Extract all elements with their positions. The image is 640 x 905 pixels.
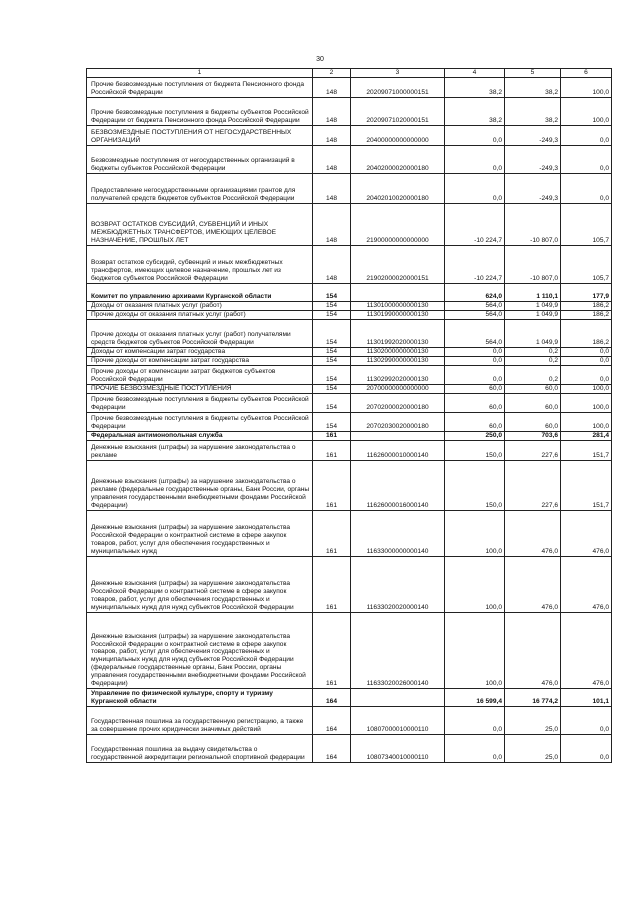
row-plan-cell: 0,0 xyxy=(445,357,505,366)
row-name-cell: Федеральная антимонопольная служба xyxy=(87,432,313,441)
row-name-cell: Возврат остатков субсидий, субвенций и иных межбюджетных трансфертов, имеющих целевое назначение, прошлых лет из бюджетов субъектов Российской Федерации xyxy=(87,246,313,284)
row-fact-cell: -249,3 xyxy=(505,126,561,146)
row-plan-cell: -10 224,7 xyxy=(445,204,505,246)
row-name-cell: Управление по физической культуре, спорту и туризму Курганской области xyxy=(87,689,313,707)
row-plan-cell: 0,0 xyxy=(445,174,505,204)
row-fact-cell: 60,0 xyxy=(505,394,561,413)
row-admin-cell: 161 xyxy=(313,441,351,461)
row-admin-cell: 161 xyxy=(313,557,351,613)
row-code-cell: 11626000016000140 xyxy=(351,461,445,511)
row-admin-cell: 161 xyxy=(313,511,351,557)
row-plan-cell: 60,0 xyxy=(445,394,505,413)
row-fact-cell: 476,0 xyxy=(505,557,561,613)
row-percent-cell: 0,0 xyxy=(561,348,612,357)
row-name-cell: Государственная пошлина за государственную регистрацию, а также за совершение прочих юридически значимых действий xyxy=(87,707,313,735)
row-code-cell: 11302000000000130 xyxy=(351,348,445,357)
row-code-cell: 20702030020000180 xyxy=(351,413,445,432)
row-admin-cell: 154 xyxy=(313,284,351,302)
row-code-cell: 10807340010000110 xyxy=(351,735,445,763)
table-row xyxy=(87,146,612,174)
row-name-cell: Прочие доходы от оказания платных услуг (работ) получателями средств бюджетов субъектов Российской Федерации xyxy=(87,320,313,348)
row-name-cell: БЕЗВОЗМЕЗДНЫЕ ПОСТУПЛЕНИЯ ОТ НЕГОСУДАРСТВЕННЫХ ОРГАНИЗАЦИЙ xyxy=(87,126,313,146)
row-percent-cell: 476,0 xyxy=(561,557,612,613)
table-row xyxy=(87,689,612,707)
row-plan-cell: 250,0 xyxy=(445,432,505,441)
row-plan-cell: 0,0 xyxy=(445,126,505,146)
row-admin-cell: 154 xyxy=(313,385,351,394)
row-name-cell: Комитет по управлению архивами Курганской области xyxy=(87,284,313,302)
row-percent-cell: 0,0 xyxy=(561,174,612,204)
table-row xyxy=(87,735,612,763)
table-row xyxy=(87,246,612,284)
row-fact-cell: -249,3 xyxy=(505,146,561,174)
row-admin-cell: 161 xyxy=(313,432,351,441)
row-name-cell: Прочие доходы от оказания платных услуг (работ) xyxy=(87,311,313,320)
row-fact-cell: 0,2 xyxy=(505,357,561,366)
row-code-cell xyxy=(351,284,445,302)
row-percent-cell: 100,0 xyxy=(561,385,612,394)
row-code-cell: 20209071000000151 xyxy=(351,78,445,98)
row-name-cell: Прочие безвозмездные поступления в бюджеты субъектов Российской Федерации xyxy=(87,394,313,413)
row-percent-cell: 101,1 xyxy=(561,689,612,707)
row-fact-cell: 1 049,9 xyxy=(505,311,561,320)
row-code-cell: 11301990000000130 xyxy=(351,311,445,320)
row-admin-cell: 148 xyxy=(313,78,351,98)
row-admin-cell: 164 xyxy=(313,707,351,735)
row-admin-cell: 161 xyxy=(313,613,351,689)
row-code-cell: 20700000000000000 xyxy=(351,385,445,394)
row-plan-cell: 0,0 xyxy=(445,707,505,735)
row-name-cell: Прочие доходы от компенсации затрат государства xyxy=(87,357,313,366)
row-fact-cell: 60,0 xyxy=(505,385,561,394)
row-percent-cell: 100,0 xyxy=(561,98,612,126)
row-code-cell: 20400000000000000 xyxy=(351,126,445,146)
table-row xyxy=(87,348,612,357)
table-row xyxy=(87,511,612,557)
row-percent-cell: 0,0 xyxy=(561,357,612,366)
row-code-cell: 11302992020000130 xyxy=(351,366,445,385)
row-fact-cell: 16 774,2 xyxy=(505,689,561,707)
header-row xyxy=(87,69,612,78)
row-plan-cell: 100,0 xyxy=(445,511,505,557)
row-plan-cell: 0,0 xyxy=(445,348,505,357)
table-row xyxy=(87,98,612,126)
row-admin-cell: 154 xyxy=(313,311,351,320)
table-row xyxy=(87,284,612,302)
row-admin-cell: 154 xyxy=(313,302,351,311)
page-number: 30 xyxy=(316,56,324,63)
table-row xyxy=(87,394,612,413)
row-code-cell xyxy=(351,689,445,707)
col-header-1: 1 xyxy=(87,69,313,78)
row-code-cell: 11633000000000140 xyxy=(351,511,445,557)
row-admin-cell: 154 xyxy=(313,320,351,348)
row-fact-cell: 476,0 xyxy=(505,511,561,557)
row-percent-cell: 186,2 xyxy=(561,320,612,348)
row-percent-cell: 476,0 xyxy=(561,613,612,689)
row-plan-cell: 0,0 xyxy=(445,735,505,763)
revenue-table xyxy=(86,68,612,763)
row-plan-cell: 16 599,4 xyxy=(445,689,505,707)
row-fact-cell: 1 049,9 xyxy=(505,302,561,311)
row-fact-cell: 0,2 xyxy=(505,366,561,385)
row-name-cell: Доходы от оказания платных услуг (работ) xyxy=(87,302,313,311)
row-percent-cell: 186,2 xyxy=(561,302,612,311)
row-percent-cell: 476,0 xyxy=(561,511,612,557)
table-row xyxy=(87,413,612,432)
row-admin-cell: 154 xyxy=(313,348,351,357)
row-admin-cell: 161 xyxy=(313,461,351,511)
row-percent-cell: 0,0 xyxy=(561,146,612,174)
row-percent-cell: 100,0 xyxy=(561,394,612,413)
row-fact-cell: -10 807,0 xyxy=(505,204,561,246)
row-name-cell: ПРОЧИЕ БЕЗВОЗМЕЗДНЫЕ ПОСТУПЛЕНИЯ xyxy=(87,385,313,394)
row-percent-cell: 0,0 xyxy=(561,126,612,146)
row-percent-cell: 177,9 xyxy=(561,284,612,302)
table-row xyxy=(87,320,612,348)
row-code-cell: 21900000000000000 xyxy=(351,204,445,246)
row-admin-cell: 164 xyxy=(313,689,351,707)
row-fact-cell: 25,0 xyxy=(505,707,561,735)
row-admin-cell: 148 xyxy=(313,204,351,246)
row-plan-cell: 0,0 xyxy=(445,146,505,174)
table-row xyxy=(87,302,612,311)
row-plan-cell: 564,0 xyxy=(445,302,505,311)
row-fact-cell: 38,2 xyxy=(505,78,561,98)
row-name-cell: Государственная пошлина за выдачу свидетельства о государственной аккредитации региональной спортивной федерации xyxy=(87,735,313,763)
row-name-cell: Прочие безвозмездные поступления в бюджеты субъектов Российской Федерации от бюджета Пенсионного фонда Российской Федерации xyxy=(87,98,313,126)
table-row xyxy=(87,613,612,689)
row-fact-cell: 1 110,1 xyxy=(505,284,561,302)
row-plan-cell: 60,0 xyxy=(445,385,505,394)
col-header-3: 3 xyxy=(351,69,445,78)
row-percent-cell: 0,0 xyxy=(561,735,612,763)
table-row xyxy=(87,366,612,385)
row-plan-cell: -10 224,7 xyxy=(445,246,505,284)
table-row xyxy=(87,357,612,366)
row-plan-cell: 38,2 xyxy=(445,98,505,126)
table-row xyxy=(87,126,612,146)
row-plan-cell: 624,0 xyxy=(445,284,505,302)
row-admin-cell: 164 xyxy=(313,735,351,763)
row-fact-cell: 476,0 xyxy=(505,613,561,689)
row-name-cell: Прочие доходы от компенсации затрат бюджетов субъектов Российской Федерации xyxy=(87,366,313,385)
row-code-cell: 10807000010000110 xyxy=(351,707,445,735)
table-row xyxy=(87,385,612,394)
row-name-cell: Безвозмездные поступления от негосударственных организаций в бюджеты субъектов Российской Федерации xyxy=(87,146,313,174)
row-admin-cell: 154 xyxy=(313,394,351,413)
row-fact-cell: 38,2 xyxy=(505,98,561,126)
table-row xyxy=(87,432,612,441)
row-percent-cell: 0,0 xyxy=(561,707,612,735)
row-code-cell: 21902000020000151 xyxy=(351,246,445,284)
row-code-cell: 11302990000000130 xyxy=(351,357,445,366)
row-percent-cell: 105,7 xyxy=(561,246,612,284)
row-admin-cell: 148 xyxy=(313,98,351,126)
row-percent-cell: 151,7 xyxy=(561,441,612,461)
row-plan-cell: 38,2 xyxy=(445,78,505,98)
row-fact-cell: 1 049,9 xyxy=(505,320,561,348)
table-row xyxy=(87,78,612,98)
row-plan-cell: 100,0 xyxy=(445,557,505,613)
row-code-cell: 20702000020000180 xyxy=(351,394,445,413)
row-plan-cell: 564,0 xyxy=(445,320,505,348)
row-fact-cell: 60,0 xyxy=(505,413,561,432)
table-body xyxy=(87,78,612,763)
row-plan-cell: 564,0 xyxy=(445,311,505,320)
row-code-cell: 20402010020000180 xyxy=(351,174,445,204)
row-admin-cell: 148 xyxy=(313,126,351,146)
table-row xyxy=(87,441,612,461)
row-name-cell: Предоставление негосударственными организациями грантов для получателей средств бюджетов субъектов Российской Федерации xyxy=(87,174,313,204)
row-percent-cell: 186,2 xyxy=(561,311,612,320)
row-name-cell: Денежные взыскания (штрафы) за нарушение законодательства Российской Федерации о контрактной системе в сфере закупок товаров, работ, услуг для обеспечения государственных и муниципальных нужд для нужд субъектов Российской Федерации (федеральные государственные органы, Банк России, органы управления государственными внебюджетными фондами Российской Федерации) xyxy=(87,613,313,689)
row-fact-cell: -10 807,0 xyxy=(505,246,561,284)
row-code-cell: 11633020026000140 xyxy=(351,613,445,689)
row-code-cell xyxy=(351,432,445,441)
row-admin-cell: 148 xyxy=(313,146,351,174)
row-code-cell: 20209071020000151 xyxy=(351,98,445,126)
row-plan-cell: 60,0 xyxy=(445,413,505,432)
row-name-cell: Денежные взыскания (штрафы) за нарушение законодательства Российской Федерации о контрактной системе в сфере закупок товаров, работ, услуг для обеспечения государственных и муниципальных нужд xyxy=(87,511,313,557)
row-plan-cell: 150,0 xyxy=(445,441,505,461)
row-code-cell: 11626000010000140 xyxy=(351,441,445,461)
row-admin-cell: 154 xyxy=(313,357,351,366)
table-row xyxy=(87,311,612,320)
table-row xyxy=(87,174,612,204)
row-fact-cell: 703,6 xyxy=(505,432,561,441)
row-plan-cell: 0,0 xyxy=(445,366,505,385)
col-header-4: 4 xyxy=(445,69,505,78)
row-percent-cell: 100,0 xyxy=(561,78,612,98)
row-admin-cell: 154 xyxy=(313,366,351,385)
row-fact-cell: -249,3 xyxy=(505,174,561,204)
row-name-cell: Денежные взыскания (штрафы) за нарушение законодательства Российской Федерации о контрактной системе в сфере закупок товаров, работ, услуг для обеспечения государственных и муниципальных нужд для нужд субъектов Российской Федерации xyxy=(87,557,313,613)
row-percent-cell: 0,0 xyxy=(561,366,612,385)
row-percent-cell: 100,0 xyxy=(561,413,612,432)
table-row xyxy=(87,461,612,511)
row-admin-cell: 148 xyxy=(313,246,351,284)
row-code-cell: 20402000020000180 xyxy=(351,146,445,174)
row-name-cell: Денежные взыскания (штрафы) за нарушение законодательства о рекламе xyxy=(87,441,313,461)
row-admin-cell: 148 xyxy=(313,174,351,204)
row-fact-cell: 227,6 xyxy=(505,441,561,461)
row-fact-cell: 0,2 xyxy=(505,348,561,357)
row-name-cell: Доходы от компенсации затрат государства xyxy=(87,348,313,357)
row-admin-cell: 154 xyxy=(313,413,351,432)
col-header-5: 5 xyxy=(505,69,561,78)
row-percent-cell: 151,7 xyxy=(561,461,612,511)
row-plan-cell: 100,0 xyxy=(445,613,505,689)
row-code-cell: 11301000000000130 xyxy=(351,302,445,311)
row-plan-cell: 150,0 xyxy=(445,461,505,511)
col-header-6: 6 xyxy=(561,69,612,78)
row-code-cell: 11633020020000140 xyxy=(351,557,445,613)
row-name-cell: Денежные взыскания (штрафы) за нарушение законодательства о рекламе (федеральные государственные органы, Банк России, органы управления государственными внебюджетными фондами Российской Федерации) xyxy=(87,461,313,511)
row-name-cell: ВОЗВРАТ ОСТАТКОВ СУБСИДИЙ, СУБВЕНЦИЙ И ИНЫХ МЕЖБЮДЖЕТНЫХ ТРАНСФЕРТОВ, ИМЕЮЩИХ ЦЕЛЕВОЕ НАЗНАЧЕНИЕ, ПРОШЛЫХ ЛЕТ xyxy=(87,204,313,246)
col-header-2: 2 xyxy=(313,69,351,78)
row-code-cell: 11301992020000130 xyxy=(351,320,445,348)
row-fact-cell: 227,6 xyxy=(505,461,561,511)
row-percent-cell: 105,7 xyxy=(561,204,612,246)
table-row xyxy=(87,707,612,735)
row-name-cell: Прочие безвозмездные поступления от бюджета Пенсионного фонда Российской Федерации xyxy=(87,78,313,98)
row-name-cell: Прочие безвозмездные поступления в бюджеты субъектов Российской Федерации xyxy=(87,413,313,432)
row-percent-cell: 281,4 xyxy=(561,432,612,441)
row-fact-cell: 25,0 xyxy=(505,735,561,763)
table-row xyxy=(87,557,612,613)
table-row xyxy=(87,204,612,246)
